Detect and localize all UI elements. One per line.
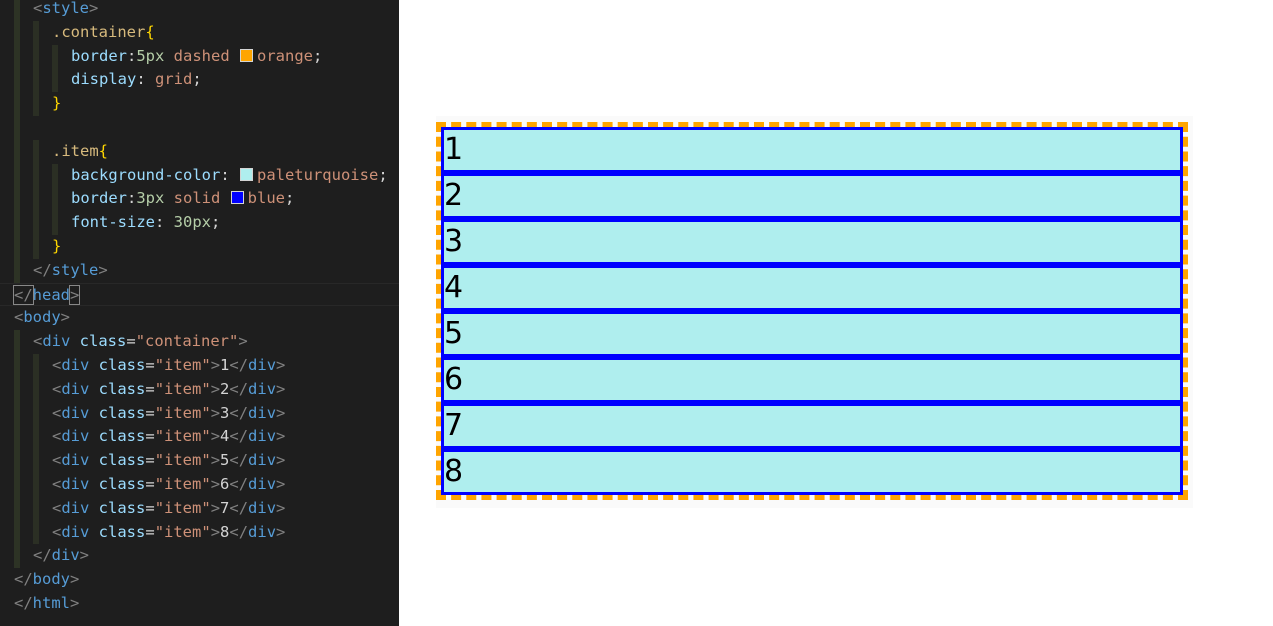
code-token: div <box>51 546 80 565</box>
code-token: > <box>210 522 221 541</box>
code-token: "item" <box>154 451 211 470</box>
code-token: < <box>52 427 62 446</box>
code-token: : <box>127 46 137 65</box>
code-token: ; <box>192 70 202 89</box>
code-token: > <box>70 570 80 589</box>
code-token: < <box>52 498 62 517</box>
grid-container <box>436 122 1188 500</box>
code-token: div <box>248 427 277 446</box>
code-token: "item" <box>154 379 211 398</box>
grid-item: 4 <box>441 265 1183 311</box>
preview-viewport <box>436 116 1193 508</box>
code-token: > <box>210 379 221 398</box>
code-line[interactable] <box>0 283 399 307</box>
code-line[interactable] <box>0 378 399 402</box>
code-token: </ <box>33 260 52 279</box>
code-token: } <box>52 237 62 255</box>
code-line[interactable] <box>0 187 399 211</box>
code-token: > <box>276 356 286 374</box>
code-line[interactable] <box>0 45 399 69</box>
code-line[interactable] <box>0 21 399 45</box>
code-token: > <box>210 475 221 493</box>
code-token: > <box>276 475 286 493</box>
code-token: > <box>70 285 80 304</box>
grid-item: 7 <box>441 403 1183 449</box>
code-token: "item" <box>154 522 211 541</box>
code-token: class <box>89 475 146 493</box>
code-line[interactable] <box>0 473 399 497</box>
code-line[interactable] <box>0 544 399 568</box>
browser-preview <box>399 0 1273 626</box>
code-token: > <box>79 546 90 565</box>
code-token: class <box>89 356 146 374</box>
code-token: solid <box>164 189 230 208</box>
code-token: > <box>210 498 221 517</box>
code-token: class <box>89 427 146 446</box>
code-line[interactable] <box>0 92 399 116</box>
code-token: "item" <box>154 427 211 446</box>
code-token: div <box>248 522 277 541</box>
code-line[interactable] <box>0 140 399 164</box>
code-token: </ <box>229 498 249 517</box>
code-token: </ <box>229 427 249 446</box>
code-token: blue <box>247 189 285 208</box>
code-line[interactable] <box>0 330 399 354</box>
code-token: </ <box>229 475 249 493</box>
code-token: > <box>89 0 99 17</box>
code-token: 6 <box>220 475 230 493</box>
code-token: 4 <box>220 427 230 446</box>
code-token: div <box>248 475 277 493</box>
code-token: < <box>52 451 62 470</box>
code-token: dashed <box>164 46 239 65</box>
code-token: "item" <box>154 356 211 374</box>
code-token: = <box>145 379 155 398</box>
code-line[interactable] <box>0 354 399 378</box>
grid-item: 3 <box>441 219 1183 265</box>
code-token: class <box>89 451 146 470</box>
code-token: head <box>32 285 70 304</box>
code-token: > <box>276 379 286 398</box>
code-token: html <box>32 594 70 612</box>
code-line[interactable] <box>0 68 399 92</box>
code-token: </ <box>229 522 249 541</box>
code-token: .container <box>52 22 146 41</box>
code-token: > <box>210 451 221 470</box>
code-token: div <box>42 332 71 351</box>
code-token: ; <box>285 189 295 208</box>
code-token: < <box>52 379 62 398</box>
code-token: border <box>71 189 127 208</box>
code-token: div <box>248 498 277 517</box>
code-token: = <box>145 451 155 470</box>
code-token: > <box>210 403 221 422</box>
code-token: > <box>238 332 248 351</box>
code-token: > <box>70 594 80 612</box>
code-token: </ <box>14 570 33 589</box>
grid-item: 2 <box>441 173 1183 219</box>
code-token: ; <box>378 165 388 184</box>
code-token: grid <box>155 70 193 89</box>
code-token: 1 <box>220 356 230 374</box>
code-token: div <box>248 451 277 470</box>
code-line[interactable] <box>0 497 399 521</box>
code-token: = <box>145 498 155 517</box>
code-token: = <box>145 475 155 493</box>
code-token: > <box>98 260 108 279</box>
code-token: div <box>61 403 90 422</box>
code-editor[interactable] <box>0 0 399 626</box>
code-token: class <box>89 379 146 398</box>
code-token: < <box>33 0 43 17</box>
code-token: style <box>42 0 90 17</box>
code-token: body <box>32 570 70 589</box>
code-token: < <box>52 356 62 374</box>
code-token: style <box>51 260 99 279</box>
code-token: = <box>145 356 155 374</box>
code-token: display <box>71 70 137 89</box>
code-token: 8 <box>220 522 230 541</box>
color-swatch-icon[interactable] <box>231 191 244 204</box>
code-line[interactable] <box>0 0 399 21</box>
grid-item: 8 <box>441 449 1183 495</box>
code-token: > <box>276 451 286 470</box>
code-token: div <box>61 427 90 446</box>
code-token: ; <box>313 46 323 65</box>
code-token: > <box>276 427 286 446</box>
code-token: < <box>33 332 43 351</box>
code-token: 7 <box>220 498 230 517</box>
code-token: "item" <box>154 498 211 517</box>
code-token: } <box>52 94 62 113</box>
code-token: </ <box>33 546 52 565</box>
code-token: </ <box>229 451 249 470</box>
code-line[interactable] <box>0 449 399 473</box>
code-token: background-color <box>71 165 221 184</box>
code-token: = <box>145 403 155 422</box>
code-token: </ <box>229 403 249 422</box>
color-swatch-icon[interactable] <box>240 168 253 181</box>
code-token: 2 <box>220 379 230 398</box>
code-line[interactable] <box>0 592 399 616</box>
code-token: </ <box>229 379 249 398</box>
grid-item: 5 <box>441 311 1183 357</box>
code-token: 3px <box>136 189 165 208</box>
code-token: .item <box>52 141 99 160</box>
grid-item: 1 <box>441 127 1183 173</box>
grid-item: 6 <box>441 357 1183 403</box>
code-token: class <box>89 522 146 541</box>
code-token: > <box>210 427 221 446</box>
code-token: div <box>61 522 90 541</box>
code-token: { <box>145 22 155 41</box>
code-token: < <box>52 403 62 422</box>
code-line[interactable] <box>0 306 399 330</box>
code-token: class <box>89 403 146 422</box>
code-token: = <box>126 332 136 351</box>
code-token: : <box>220 165 239 184</box>
code-token: div <box>248 403 277 422</box>
code-token: div <box>61 475 90 493</box>
code-token: 5px <box>136 46 165 65</box>
code-token: = <box>145 522 155 541</box>
code-token: ; <box>211 213 221 232</box>
code-token: 30px <box>173 213 211 232</box>
code-token: class <box>70 332 127 351</box>
code-token: > <box>276 522 286 541</box>
code-token: class <box>89 498 146 517</box>
code-token: > <box>60 308 71 327</box>
code-line[interactable] <box>0 164 399 188</box>
code-token: > <box>276 403 286 422</box>
code-token: = <box>145 427 155 446</box>
code-token: orange <box>257 46 313 65</box>
code-token: body <box>23 308 61 327</box>
code-token: div <box>61 451 90 470</box>
code-token: > <box>210 356 221 374</box>
code-line[interactable] <box>0 568 399 592</box>
code-token: div <box>61 498 90 517</box>
code-token: "item" <box>154 403 211 422</box>
code-token: </ <box>14 285 33 304</box>
code-token: 5 <box>220 451 230 470</box>
code-token: font-size <box>71 213 155 232</box>
code-token: </ <box>229 356 249 374</box>
code-token: 3 <box>220 403 230 422</box>
code-line[interactable] <box>0 235 399 259</box>
code-token: { <box>98 141 109 160</box>
code-token: div <box>61 379 90 398</box>
code-token: paleturquoise <box>256 165 379 184</box>
color-swatch-icon[interactable] <box>240 49 253 62</box>
code-token: "container" <box>135 332 239 351</box>
code-line[interactable] <box>0 211 399 235</box>
code-token: : <box>136 70 155 89</box>
code-token: </ <box>14 594 33 612</box>
code-token: div <box>248 356 277 374</box>
code-line[interactable] <box>0 116 399 140</box>
code-line[interactable] <box>0 402 399 426</box>
code-token: "item" <box>154 475 211 493</box>
code-token: div <box>61 356 90 374</box>
code-token: : <box>127 189 137 208</box>
code-line[interactable] <box>0 425 399 449</box>
code-token: : <box>155 213 174 232</box>
code-token: div <box>248 379 277 398</box>
code-token: > <box>276 498 286 517</box>
code-line[interactable] <box>0 521 399 545</box>
code-token: < <box>14 308 24 327</box>
code-token: < <box>52 522 62 541</box>
code-token: border <box>71 46 127 65</box>
code-line[interactable] <box>0 259 399 283</box>
code-token: < <box>52 475 62 493</box>
